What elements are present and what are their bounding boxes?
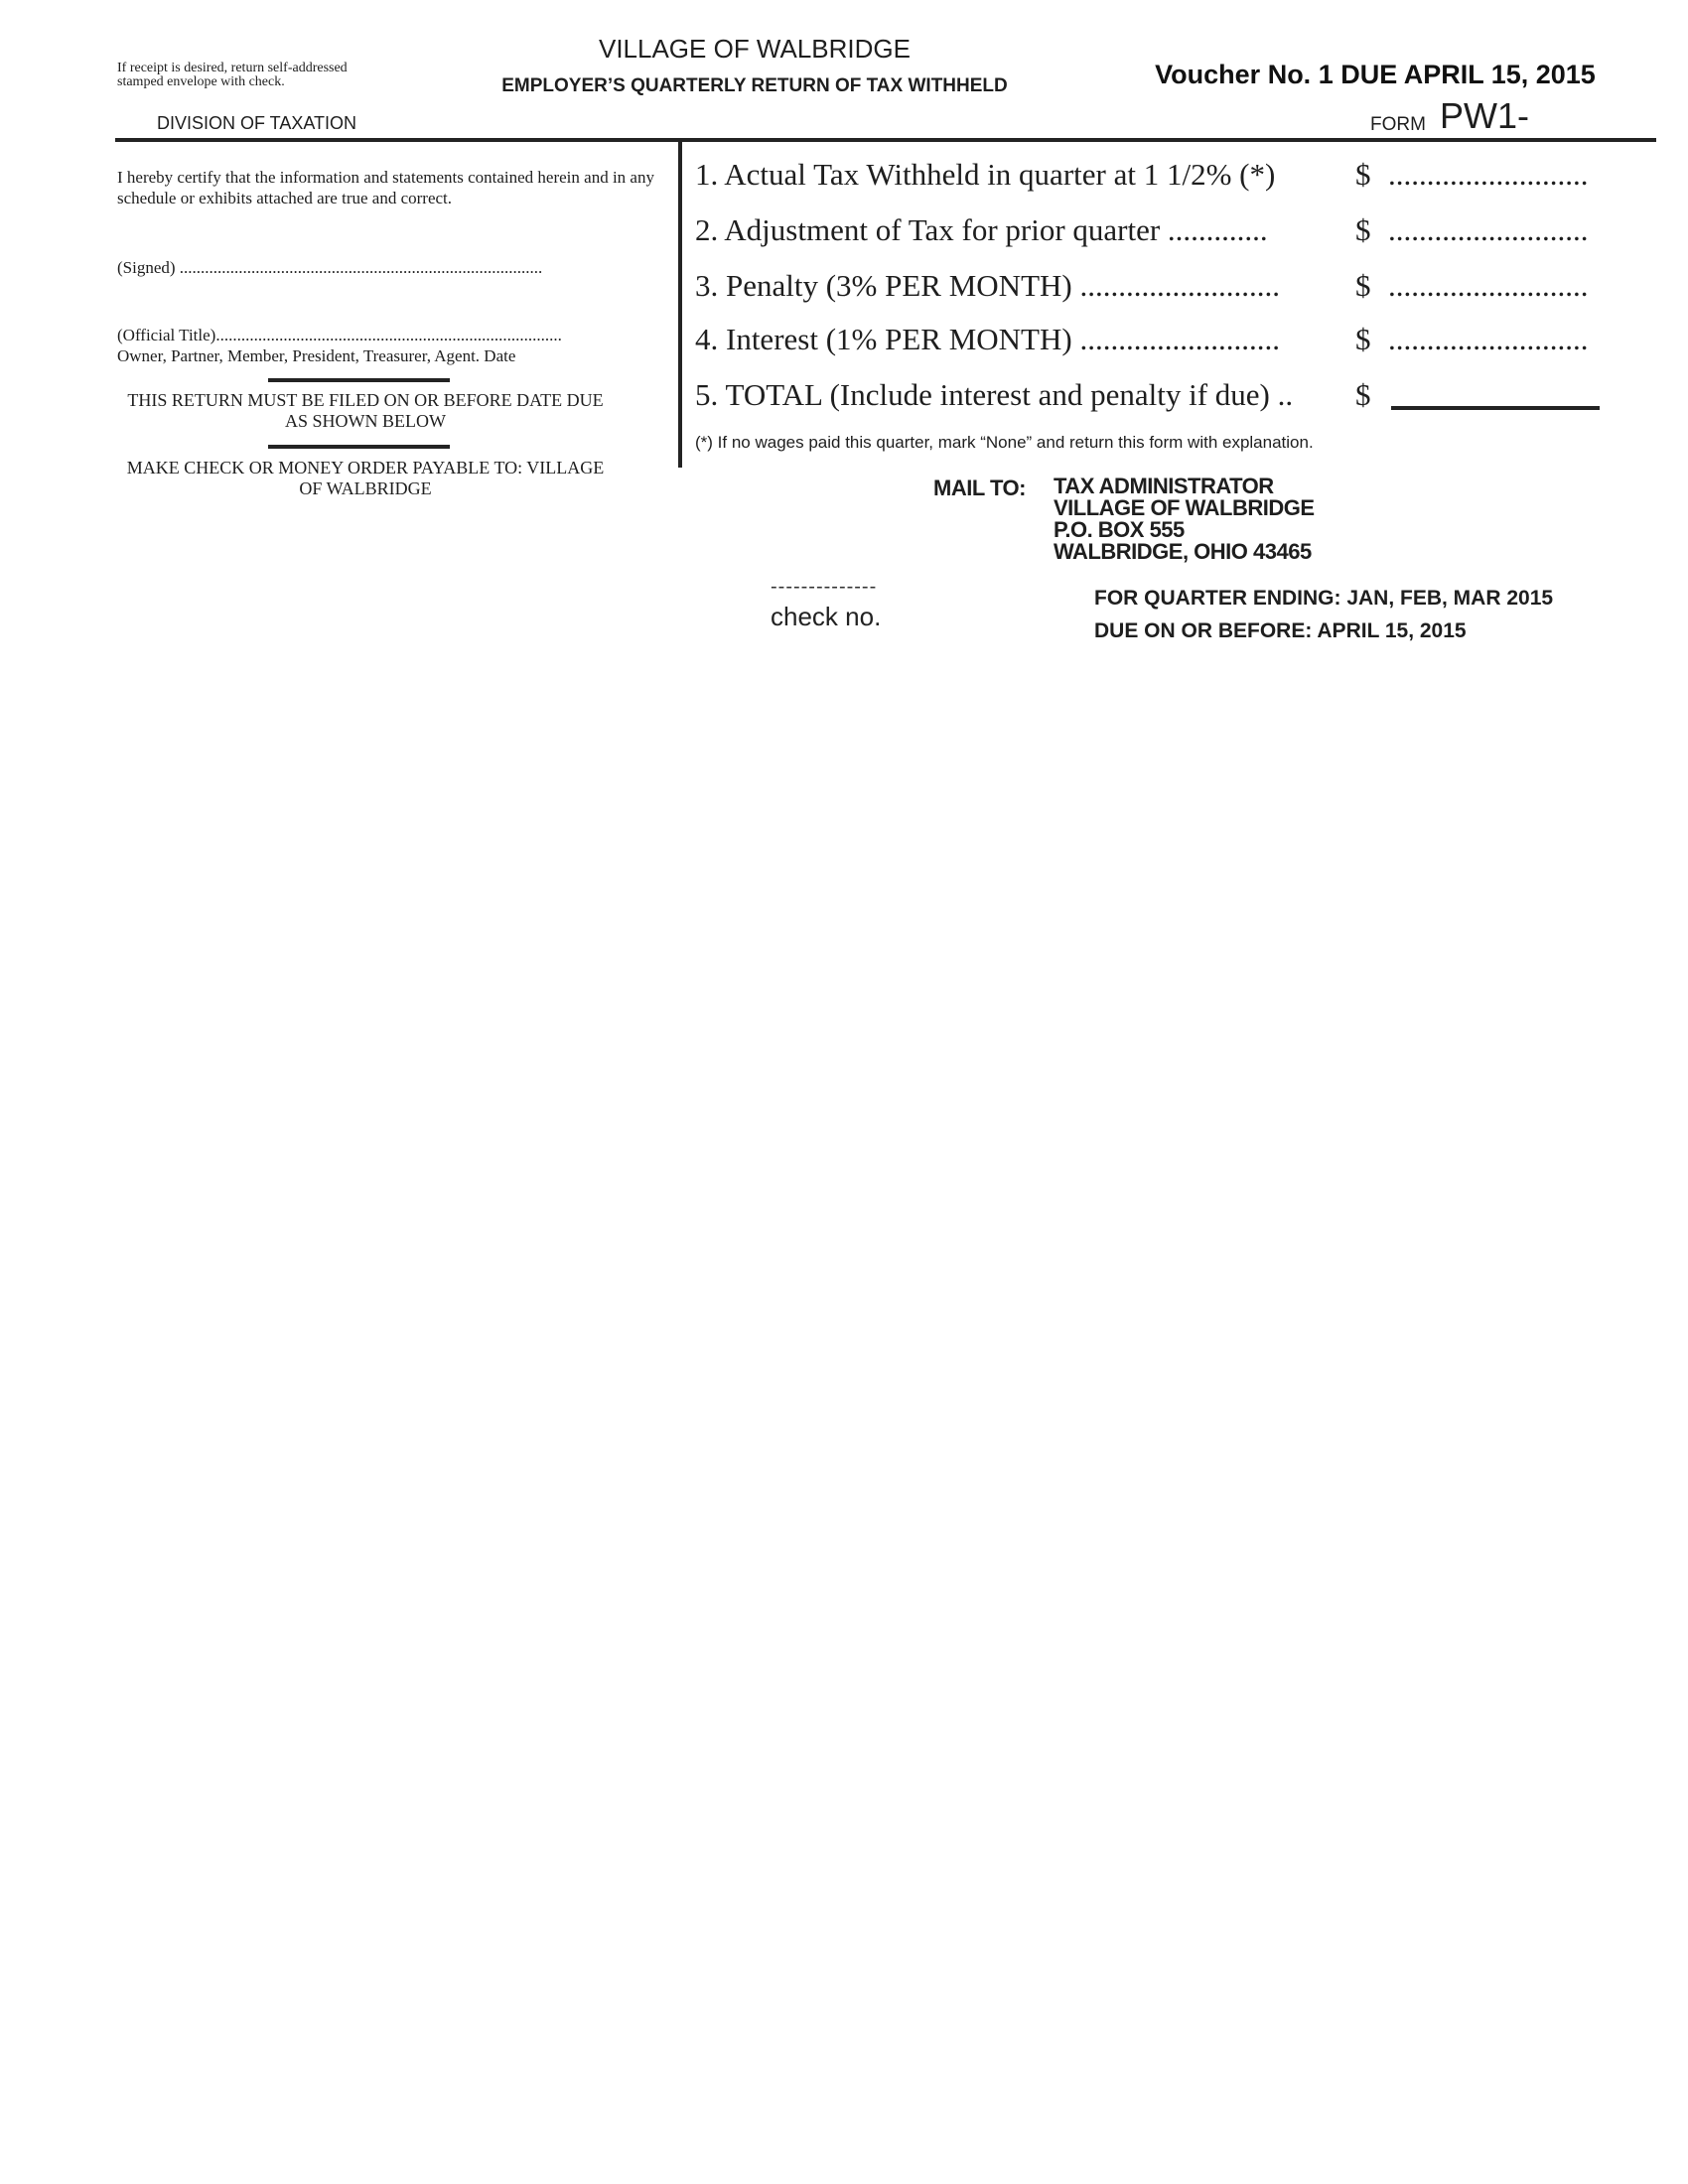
division-label: DIVISION OF TAXATION — [157, 113, 357, 133]
village-title: VILLAGE OF WALBRIDGE — [598, 34, 911, 64]
line-4-amount-field[interactable]: .......................... — [1388, 322, 1589, 356]
form-label: FORM — [1370, 114, 1426, 135]
column-divider — [678, 140, 682, 468]
dollar-sign: $ — [1355, 377, 1371, 412]
official-title-options: Owner, Partner, Member, President, Treasurer, Agent. Date — [117, 346, 516, 365]
total-amount-field[interactable] — [1391, 406, 1600, 410]
address-line: VILLAGE OF WALBRIDGE — [1054, 495, 1315, 520]
form-number: PW1- — [1440, 95, 1529, 136]
signature-field[interactable]: (Signed) ...................................................................................... — [117, 258, 543, 277]
address-line: P.O. BOX 555 — [1054, 517, 1185, 542]
line-5-total-label: 5. TOTAL (Include interest and penalty if due) .. — [695, 377, 1294, 412]
dollar-sign: $ — [1355, 268, 1371, 303]
mail-to-label: MAIL TO: — [933, 476, 1026, 500]
return-title: EMPLOYER’S QUARTERLY RETURN OF TAX WITHHELD — [501, 75, 1008, 96]
line-3-amount-field[interactable]: .......................... — [1388, 268, 1589, 303]
voucher-number: Voucher No. 1 DUE APRIL 15, 2015 — [1155, 60, 1596, 89]
official-title-field[interactable]: (Official Title).................................................................................. — [117, 326, 562, 344]
divider — [268, 378, 450, 382]
address-line: TAX ADMINISTRATOR — [1054, 474, 1274, 498]
certification-statement: I hereby certify that the information and statements contained herein and in any schedule or exhibits attached are true and correct. — [117, 168, 654, 207]
payable-notice: MAKE CHECK OR MONEY ORDER PAYABLE TO: VILLAGE OF WALBRIDGE — [126, 458, 605, 498]
mail-to-address — [1054, 476, 1315, 563]
line-2-label: 2. Adjustment of Tax for prior quarter ............. — [695, 212, 1268, 247]
dollar-sign: $ — [1355, 157, 1371, 192]
dollar-sign: $ — [1355, 212, 1371, 247]
check-number-label: check no. — [771, 602, 882, 631]
receipt-note: If receipt is desired, return self-addressed stamped envelope with check. — [117, 61, 348, 89]
divider — [268, 445, 450, 449]
line-1-label: 1. Actual Tax Withheld in quarter at 1 1/2% (*) — [695, 157, 1276, 192]
line-3-label: 3. Penalty (3% PER MONTH) .......................... — [695, 268, 1280, 303]
dollar-sign: $ — [1355, 322, 1371, 356]
footnote: (*) If no wages paid this quarter, mark “None” and return this form with explanation. — [695, 433, 1314, 452]
check-number-field[interactable]: -------------- — [771, 576, 878, 598]
header-divider — [115, 138, 1656, 142]
line-4-label: 4. Interest (1% PER MONTH) .......................... — [695, 322, 1280, 356]
due-date: DUE ON OR BEFORE: APRIL 15, 2015 — [1094, 619, 1467, 642]
line-1-amount-field[interactable]: .......................... — [1388, 157, 1589, 192]
line-2-amount-field[interactable]: .......................... — [1388, 212, 1589, 247]
filing-notice: THIS RETURN MUST BE FILED ON OR BEFORE DATE DUE AS SHOWN BELOW — [127, 390, 604, 431]
quarter-ending: FOR QUARTER ENDING: JAN, FEB, MAR 2015 — [1094, 587, 1554, 610]
address-line: WALBRIDGE, OHIO 43465 — [1054, 539, 1312, 564]
